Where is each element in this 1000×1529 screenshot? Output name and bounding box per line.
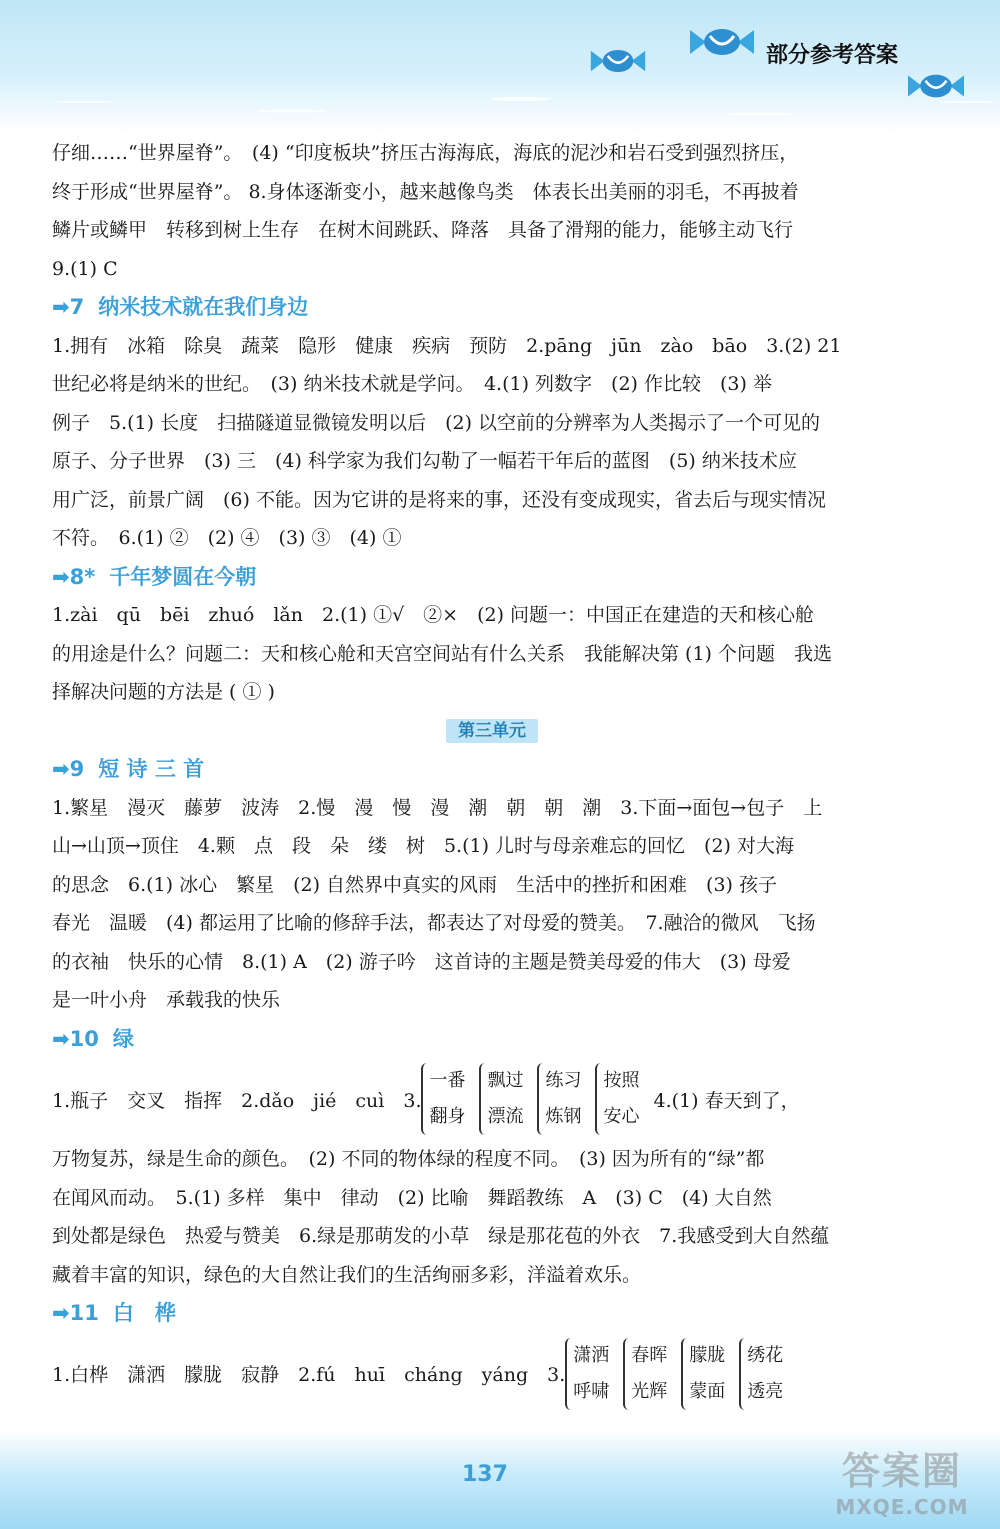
section-heading [52,1020,932,1059]
section-heading [52,750,932,789]
word: 练习 [545,1070,582,1091]
page-number: 137 [462,1462,508,1487]
word-group [681,1338,725,1410]
text-segment: 1.瓶子 交叉 指挥 2.dǎo jié cuì 3. [52,1089,422,1112]
section-number: 7 [69,295,85,319]
word: 透亮 [747,1380,784,1402]
text-line: 春光 温暖 (4) 都运用了比喻的修辞手法，都表达了对母爱的赞美。 7.融洽的微风 飞扬 [52,912,816,934]
header-cloud-decoration [0,78,1000,138]
text-line-with-braces [52,1058,932,1140]
text-segment: 4.(1) 春天到了， [653,1089,800,1112]
word-group [537,1063,581,1135]
text-line: 不符。 6.(1) ② (2) ④ (3) ③ (4) ① [52,527,402,549]
text-line: 世纪必将是纳米的世纪。 (3) 纳米技术就是学问。 4.(1) 列数字 (2) 作比较 (3) 举 [52,373,772,395]
word-group [479,1063,523,1135]
text-line: 在闻风而动。 5.(1) 多样 集中 律动 (2) 比喻 舞蹈教练 A (3) C (4) 大自然 [52,1186,772,1209]
section-heading [52,288,932,327]
section-heading [52,1294,932,1333]
text-line: 的用途是什么？问题二：天和核心舱和天宫空间站有什么关系 我能解决第 (1) 个问题 我选 [52,642,832,665]
header-title: 部分参考答案 [766,43,899,68]
answer-content [52,134,932,1415]
section-number: 9 [69,757,85,781]
word: 呼啸 [573,1380,610,1402]
text-line: 仔细……“世界屋脊”。 (4) “印度板块”挤压古海海底，海底的泥沙和岩石受到强烈挤压， [52,142,799,164]
section-heading [52,558,932,597]
word: 潇洒 [573,1344,610,1366]
word: 蒙面 [689,1380,726,1402]
word: 绣花 [747,1344,784,1366]
section-title: 短 诗 三 首 [98,757,205,781]
section-number: 10 [69,1026,99,1051]
section-title: 纳米技术就在我们身边 [98,295,309,319]
section-title: 白 桦 [112,1301,176,1325]
word: 朦胧 [689,1344,726,1366]
candy-icon [908,66,964,106]
arrow-right-icon: ➡10 [52,1026,99,1051]
word: 一番 [429,1070,466,1091]
text-line: 原子、分子世界 (3) 三 (4) 科学家为我们勾勒了一幅若干年后的蓝图 (5) 纳米技术应 [52,450,797,472]
arrow-right-icon: ➡9 [52,757,85,781]
candy-icon [590,44,646,78]
word: 按照 [603,1070,640,1091]
text-line: 鳞片或鳞甲 转移到树上生存 在树木间跳跃、降落 具备了滑翔的能力，能够主动飞行 [52,219,794,241]
word: 翻身 [429,1106,466,1127]
text-line: 用广泛，前景广阔 (6) 不能。因为它讲的是将来的事，还没有变成现实，省去后与现实情况 [52,488,826,511]
section-title: 绿 [112,1026,134,1051]
text-line: 万物复苏，绿是生命的颜色。 (2) 不同的物体绿的程度不同。 (3) 因为所有的“绿”都 [52,1148,765,1170]
arrow-right-icon: ➡8* [52,564,96,589]
text-line: 到处都是绿色 热爱与赞美 6.绿是那萌发的小草 绿是那花苞的外衣 7.我感受到大自然蕴 [52,1225,830,1247]
text-segment: 1.白桦 潇洒 朦胧 寂静 2.fú huī cháng yáng 3. [52,1364,566,1386]
unit-heading [52,712,932,751]
word: 安心 [603,1106,640,1127]
word: 飘过 [487,1070,524,1091]
text-line: 的思念 6.(1) 冰心 繁星 (2) 自然界中真实的风雨 生活中的挫折和困难 (3) 孩子 [52,873,777,896]
text-line: 9.(1) C [52,257,118,280]
text-line: 的衣袖 快乐的心情 8.(1) A (2) 游子吟 这首诗的主题是赞美母爱的伟大 (3) 母爱 [52,950,791,973]
text-line: 是一叶小舟 承载我的快乐 [52,989,281,1011]
word-group [623,1338,667,1410]
section-number: 8* [69,564,96,589]
text-line: 例子 5.(1) 长度 扫描隧道显微镜发明以后 (2) 以空前的分辨率为人类揭示了一个可见的 [52,411,821,434]
text-line: 择解决问题的方法是 ( ① ) [52,681,275,703]
text-line: 1.繁星 漫灭 藤萝 波涛 2.慢 漫 慢 漫 潮 朝 朝 潮 3.下面→面包→包子 上 [52,796,823,819]
arrow-right-icon: ➡11 [52,1301,99,1325]
arrow-right-icon: ➡7 [52,295,85,319]
word-group [565,1338,609,1410]
watermark-logo [812,1440,992,1525]
word: 春晖 [631,1344,668,1366]
watermark-url: MXQE.COM [835,1495,969,1519]
text-line: 1.拥有 冰箱 除臭 蔬菜 隐形 健康 疾病 预防 2.pāng jūn zào bāo 3.(2) 21 [52,334,842,357]
word: 漂流 [487,1106,524,1127]
section-title: 千年梦圆在今朝 [109,564,257,589]
word-group [595,1063,639,1135]
candy-icon [690,22,754,62]
unit-title: 第三单元 [446,719,538,743]
word-group [739,1338,783,1410]
watermark-text: 答案圈 [841,1449,962,1493]
text-line: 终于形成“世界屋脊”。 8.身体逐渐变小，越来越像鸟类 体表长出美丽的羽毛，不再披着 [52,180,799,203]
word-group [421,1063,465,1135]
text-line: 山→山顶→顶住 4.颗 点 段 朵 缕 树 5.(1) 儿时与母亲难忘的回忆 (2) 对大海 [52,835,795,857]
section-number: 11 [69,1301,99,1325]
word: 光辉 [631,1380,668,1402]
text-line: 藏着丰富的知识，绿色的大自然让我们的生活绚丽多彩，洋溢着欢乐。 [52,1263,642,1286]
text-line: 1.zài qū bēi zhuó lǎn 2.(1) ①√ ②× (2) 问题一：中国正在建造的天和核心舱 [52,604,815,626]
word: 炼钢 [545,1106,582,1127]
text-line-with-braces [52,1333,932,1415]
